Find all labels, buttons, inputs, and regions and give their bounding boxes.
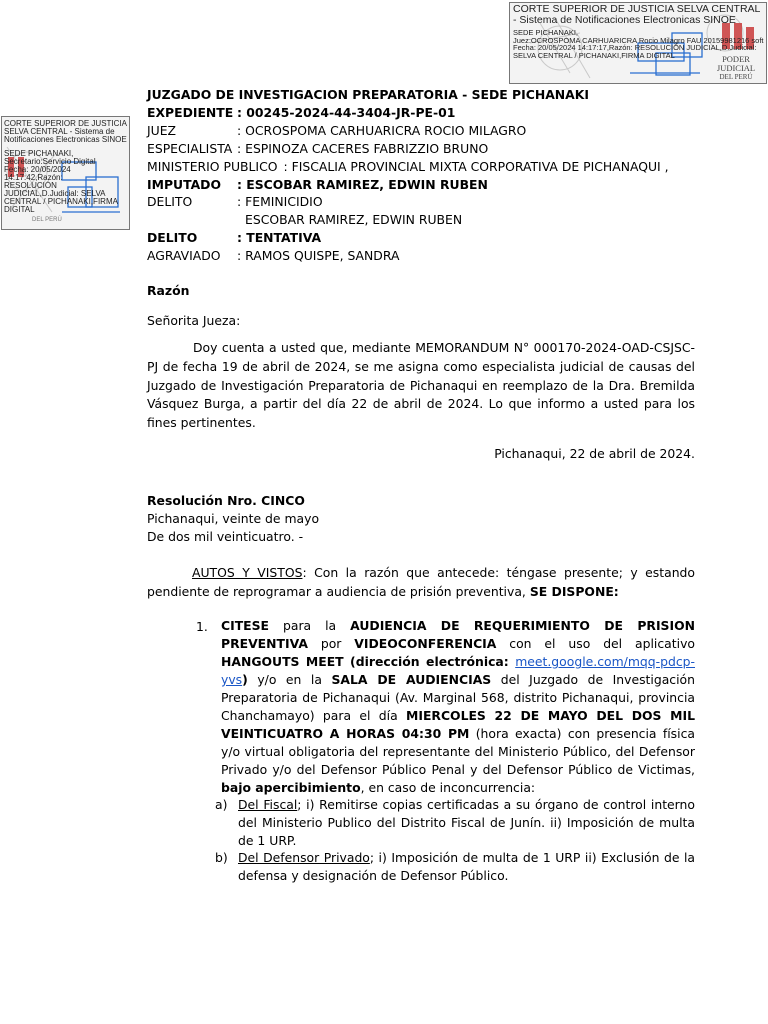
autos-y-vistos-paragraph: [147, 564, 695, 602]
item-text: ): [242, 672, 248, 687]
item-text: por: [307, 636, 355, 651]
razon-salutation: Señorita Jueza:: [147, 313, 241, 328]
resolution-title: Resolución Nro. CINCO: [147, 493, 305, 508]
stamp-line: Secretario:Servicio Digital: [4, 157, 96, 166]
header-label: DELITO: [147, 194, 193, 209]
header-row-expediente: [147, 104, 455, 122]
header-row-agraviado: [147, 247, 399, 265]
subitem-text: ; i) Imposición de multa de 1 URP ii) Exclusión de la defensa y designación de Defensor Público.: [238, 850, 695, 883]
stamp-line: SELVA CENTRAL / PICHANAKI,FIRMA DIGITAL: [513, 50, 675, 60]
header-row-delito-imputado: [147, 211, 462, 229]
se-dispone-label: SE DISPONE:: [529, 583, 619, 599]
header-row-delito: [147, 193, 323, 211]
hearing-datetime-text: MIERCOLES 22 DE MAYO DEL DOS MIL VEINTICUATRO A HORAS 04:30 PM: [221, 708, 695, 741]
stamp-line: - Sistema de Notificaciones Electronicas SINOE: [513, 13, 736, 26]
stamp-line: SEDE PICHANAKI,: [513, 28, 579, 37]
stamp-line: RESOLUCIÓN: [4, 181, 57, 190]
courtroom-text: SALA DE AUDIENCIAS: [331, 672, 492, 687]
court-name: JUZGADO DE INVESTIGACION PREPARATORIA - SEDE PICHANAKI: [147, 87, 589, 102]
header-row-delito-tentativa: [147, 229, 321, 247]
hearing-type-text: AUDIENCIA DE REQUERIMIENTO DE PRISION PREVENTIVA: [221, 618, 695, 651]
meet-link[interactable]: meet.google.com/mqq-pdcp-yvs: [221, 654, 695, 687]
stamp-line: SELVA CENTRAL - Sistema de: [4, 127, 115, 136]
razon-title: Razón: [147, 283, 190, 298]
item-number: 1.: [196, 619, 208, 634]
header-value: : TENTATIVA: [237, 230, 322, 245]
header-row-especialista: [147, 140, 488, 158]
header-value: : ESCOBAR RAMIREZ, EDWIN RUBEN: [237, 177, 488, 192]
header-row-ministerio-publico: [147, 158, 669, 176]
subitem-text: ; i) Remitirse copias certificadas a su órgano de control interno del Ministerio Publico del Distrito Fiscal de Junín. ii) Imposición de multa de 1 URP.: [238, 797, 695, 848]
digital-signature-stamp-secretary: [1, 116, 130, 230]
header-label: ESPECIALISTA: [147, 141, 233, 156]
subitem-party: Del Fiscal: [238, 797, 298, 812]
stamp-line: Fecha: 20/05/2024 14:17:42,Razón:: [4, 165, 71, 182]
subitem-defensor-privado: [238, 849, 695, 885]
item-text: para la: [269, 618, 351, 633]
header-row-imputado: [147, 176, 488, 194]
stamp-line: SEDE PICHANAKI,: [4, 149, 74, 158]
header-value: ESCOBAR RAMIREZ, EDWIN RUBEN: [245, 212, 463, 227]
app-name-text: HANGOUTS MEET (dirección electrónica:: [221, 654, 516, 669]
videoconference-text: VIDEOCONFERENCIA: [354, 636, 497, 651]
subitem-party: Del Defensor Privado: [238, 850, 370, 865]
autos-y-vistos-label: AUTOS Y VISTOS: [192, 565, 303, 580]
stamp-logo-text: DEL PERÚ: [32, 217, 62, 223]
stamp-line: CENTRAL / PICHANAKI,FIRMA: [4, 197, 118, 206]
citese-text: CITESE: [221, 618, 270, 633]
warning-text: bajo apercibimiento: [221, 780, 361, 795]
stamp-logo-text: PODER JUDICIAL DEL PERÚ: [716, 54, 756, 81]
item-text: del Juzgado de Investigación Preparatoria de Pichanaqui (Av. Marginal 568, distrito Pichanaqui, provincia Chanchamayo) para el día: [221, 672, 695, 723]
item-text: con el uso del aplicativo: [496, 636, 695, 651]
header-row-juez: [147, 122, 526, 140]
digital-signature-stamp-judge: [509, 2, 767, 84]
header-label: IMPUTADO: [147, 177, 221, 192]
stamp-line: Fecha: 20/05/2024 14:17:17,Razón: RESOLUCIÓN JUDICIAL,D.Judicial:: [513, 43, 757, 52]
header-label: EXPEDIENTE: [147, 105, 234, 120]
item-text: (hora exacta) con presencia física y/o virtual obligatoria del representante del Ministerio Público, del Defensor Privado y/o del Defensor Público Penal y del Defensor Público de Victimas,: [221, 726, 695, 777]
item-1-citation: [221, 617, 695, 797]
header-label: DELITO: [147, 230, 198, 245]
autos-y-vistos-text: : Con la razón que antecede: téngase presente; y estando pendiente de reprogramar a audiencia de prisión preventiva,: [147, 565, 695, 599]
header-value: : ESPINOZA CACERES FABRIZZIO BRUNO: [237, 141, 489, 156]
stamp-line: JUDICIAL,D.Judicial: SELVA: [4, 189, 106, 198]
subitem-letter: a): [215, 797, 228, 812]
resolution-place: Pichanaqui, veinte de mayo: [147, 511, 320, 526]
header-value: : FISCALIA PROVINCIAL MIXTA CORPORATIVA DE PICHANAQUI ,: [283, 159, 669, 174]
stamp-line: DIGITAL: [4, 205, 35, 214]
item-text: y/o en la: [247, 672, 332, 687]
stamp-line: Notificaciones Electronicas SINOE: [4, 135, 127, 144]
subitem-letter: b): [215, 850, 228, 865]
stamp-line: Juez:OCROSPOMA CARHUARICRA Rocio Milagro FAU 20159981216 soft: [513, 35, 764, 45]
razon-body: Doy cuenta a usted que, mediante MEMORANDUM N° 000170-2024-OAD-CSJSC-PJ de fecha 19 de abril de 2024, se me asigna como especialista judicial de causas del Juzgado de Investigación Preparatoria de Pichanaqui en reemplazo de la Dra. Bremilda Vásquez Burga, a partir del día 22 de abril de 2024. Lo que informo a usted para los fines pertinentes.: [147, 340, 695, 431]
resolution-year: De dos mil veinticuatro. -: [147, 529, 304, 544]
razon-place-date: Pichanaqui, 22 de abril de 2024.: [494, 446, 695, 461]
header-value: : 00245-2024-44-3404-JR-PE-01: [237, 105, 456, 120]
stamp-line: CORTE SUPERIOR DE JUSTICIA: [4, 119, 127, 128]
subitem-fiscal: [238, 796, 695, 850]
stamp-line: CORTE SUPERIOR DE JUSTICIA SELVA CENTRAL: [513, 3, 761, 15]
header-label: MINISTERIO PUBLICO: [147, 159, 278, 174]
item-text: , en caso de inconcurrencia:: [360, 780, 536, 795]
header-value: : RAMOS QUISPE, SANDRA: [237, 248, 400, 263]
header-value: : FEMINICIDIO: [237, 194, 323, 209]
header-label: AGRAVIADO: [147, 248, 221, 263]
header-value: : OCROSPOMA CARHUARICRA ROCIO MILAGRO: [237, 123, 527, 138]
header-label: JUEZ: [147, 123, 177, 138]
